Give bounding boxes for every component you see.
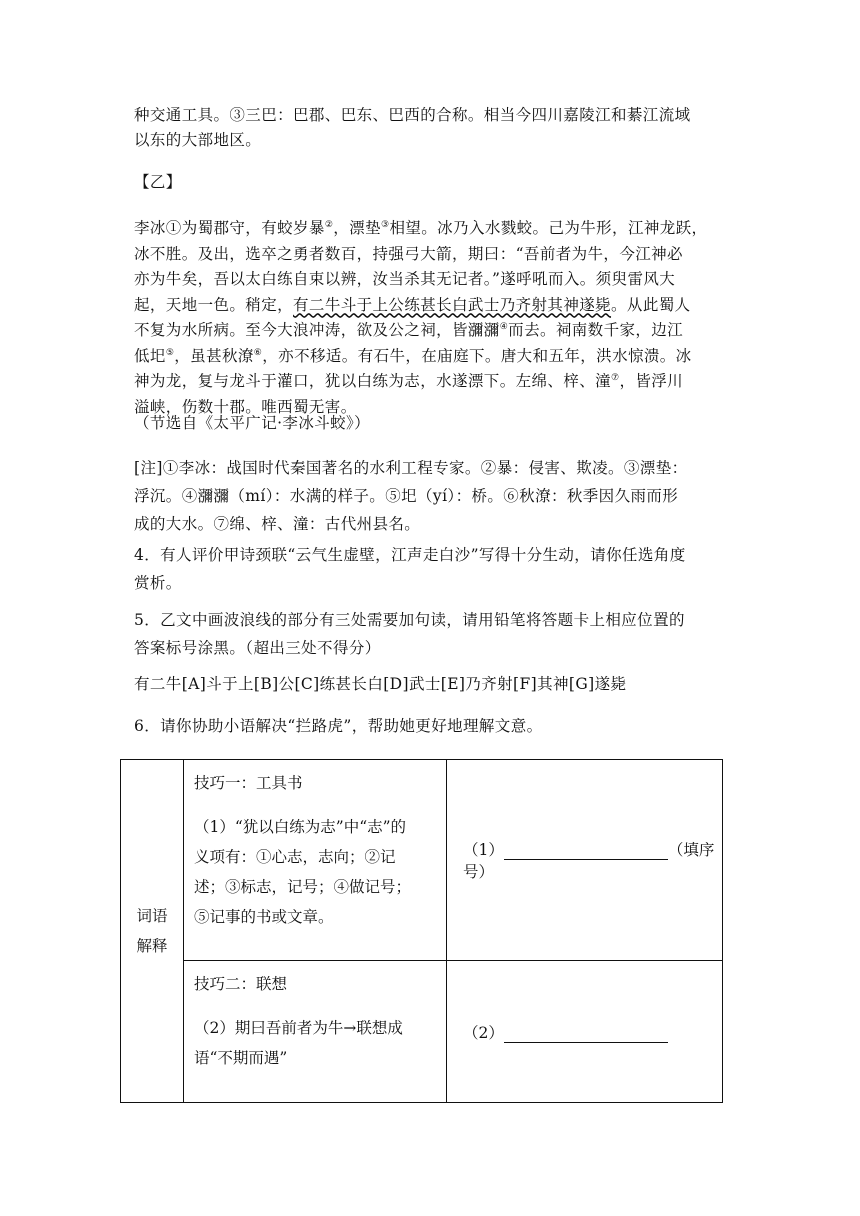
row-label: 词语 解释 (121, 760, 184, 1103)
note-continuation: 种交通工具。③三巴：巴郡、巴东、巴西的合称。相当今四川嘉陵江和綦江流域 以东的大部地区。 (134, 106, 691, 149)
question-6: 6．请你协助小语解决“拦路虎”，帮助她更好地理解文意。 (134, 717, 543, 735)
question-4: 4．有人评价甲诗颈联“云气生虚壁，江声走白沙”写得十分生动，请你任选角度 赏析。 (134, 546, 686, 592)
answer1-blank[interactable] (504, 841, 668, 860)
passage-source: （节选自《太平广记·李冰斗蛟》） (134, 414, 371, 432)
section-heading-yi: 【乙】 (134, 173, 182, 191)
vocab-table (120, 759, 723, 1103)
answer2-cell[interactable]: （2） (447, 961, 723, 1103)
tip1-cell: 技巧一：工具书 （1）“犹以白练为志”中“志”的 义项有：①心志，志向；②记 述；③标志，记号；④做记号； ⑤记事的书或文章。 (184, 760, 447, 961)
question-5: 5．乙文中画波浪线的部分有三处需要加句读，请用铅笔将答题卡上相应位置的 答案标号涂黑。（超出三处不得分） (134, 611, 685, 657)
annotations: [注]①李冰：战国时代秦国著名的水利工程专家。②暴：侵害、欺凌。③漂垫： 浮沉。④瀰瀰（mí）：水满的样子。⑤圯（yí）：桥。⑥秋潦：秋季因久雨而形 成的大水。⑦绵、梓、潼：古代州县名。 (134, 459, 688, 533)
tip2-cell: 技巧二：联想 （2）期曰吾前者为牛→联想成 语“不期而遇” (184, 961, 447, 1103)
answer1-cell[interactable]: （1） （填序号） (447, 760, 723, 961)
answer2-blank[interactable] (504, 1024, 668, 1043)
wavy-underlined-sentence: 有二牛斗于上公练甚长白武士乃齐射其神遂毙 (293, 295, 612, 314)
q5-options: 有二牛[A]斗于上[B]公[C]练甚长白[D]武士[E]乃齐射[F]其神[G]遂毙 (134, 675, 627, 693)
classical-passage: 李冰①为蜀郡守，有蛟岁暴②，漂垫③相望。冰乃入水戮蛟。己为牛形，江神龙跃， 冰不胜。及出，选卒之勇者数百，持强弓大箭，期曰：“吾前者为牛，今江神必 亦为牛矣，吾以太白练自束以辨，汝当杀其无记者。”遂呼吼而入。须臾雷风大 起，天地一色。稍定，有二牛斗于上公练甚长白武士乃齐射其神遂毙。从此蜀人 不复为水所病。至今大浪冲涛，欲及公之祠，皆瀰瀰④而去。祠南数千家，边江 低圯⑤，虽甚秋潦⑥，亦不移适。有石牛，在庙庭下。唐大和五年，洪水惊溃。冰 神为龙，复与龙斗于灌口，犹以白练为志，水遂漂下。左绵、梓、潼⑦，皆浮川 溢峡，伤数十郡。唯西蜀无害。 (134, 219, 708, 416)
